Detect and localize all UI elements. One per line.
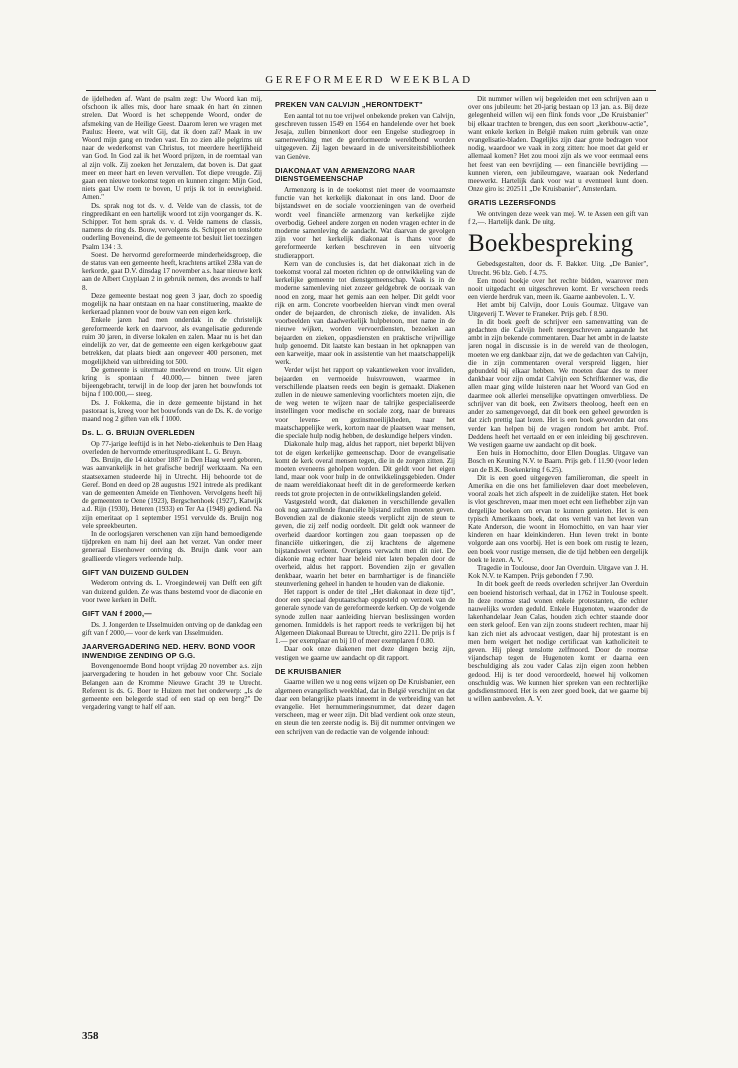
paragraph: We ontvingen deze week van mej. W. te Assen een gift van f 2,—. Hartelijk dank. De uitg. [468,210,648,227]
paragraph: Ds. Bruijn, die 14 oktober 1887 in Den Haag werd geboren, was aanvankelijk in het grafische bedrijf werkzaam. Na een staatsexamen studeerde hij in Utrecht. Hij behoorde tot de Geref. Bond en deed op 28 augustus 1921 intrede als predikant van de gemeenten Ameide en Tienhoven. Vervolgens heeft hij de gemeenten te Oene (1923), Bergschenhoek (1927), Katwijk a.d. Rijn (1930), Heteren (1933) en Ter Aa (1948) gediend. Na zijn emeritaat op 1 september 1951 vervulde ds. Bruijn nog vele spreekbeurten. [82,456,262,530]
paragraph: Armenzorg is in de toekomst niet meer de voornaamste functie van het kerkelijk diakonaat in ons land. Door de bijstandswet en de sociale voorzieningen van de overheid wordt veel financiële armenzorg van kerkelijke zijde overbodig. Geheel andere zorgen en noden vragen echter in de moderne samenleving de aandacht. Wat daarvan de gevolgen zijn voor het kerkelijk diakonaat is thans voor de gereformeerde kerken beschreven in een uitvoerig studierapport. [275,186,455,260]
paragraph: Een mooi boekje over het rechte bidden, waarover men nooit uitgedacht en uitgeschreven komt. Er verscheen reeds een vierde herdruk van, meen ik. Gaarne aanbevolen. L. V. [468,276,648,302]
paragraph: Daar ook onze diakenen met deze dingen bezig zijn, vestigen we gaarne uw aandacht op dit rapport. [275,645,455,662]
article-heading: Ds. L. G. BRUIJN OVERLEDEN [82,428,195,438]
paragraph: Een aantal tot nu toe vrijwel onbekende preken van Calvijn, geschreven tussen 1549 en 1564 en handelende over het boek Jesaja, zullen binnenkort door een Engelse studiegroep in samenwerking met de gereformeerde wereldbond worden uitgegeven. Zij lagen bewaard in de universiteitsbibliotheek van Genève. [275,111,455,161]
running-head: GEREFORMEERD WEEKBLAD [265,74,473,86]
paragraph: Dit is een goed uitgegeven familieroman, die speelt in Amerika en die ons het familieleven daar doet meebeleven, vooral zoals het zich afspeelt in de zuidelijke staten. Het boek is vlot geschreven, maar men moet echt een liefhebber zijn van dergelijke boeken om ervan te kunnen genieten. Het is een typisch Amerikaans boek, dat ons vertelt van het leven van Kate Anderson, die woont in Homochitto, en van haar vier kinderen en haar kleinkinderen. Hun leven trekt in bonte volgorde aan ons voorbij. Het is een boek om rustig te lezen, een boek voor rustige mensen, die de tijd hebben een dergelijk boek te lezen. A. V. [468,473,648,564]
paragraph: Vastgesteld wordt, dat diakenen in verschillende gevallen ook nog aanvullende financiële bijstand zullen moeten geven. Bovendien zal de diakonie steeds verplicht zijn de steun te geven, die zij zelf nodig oordeelt. Dit geldt ook wanneer de overheid daardoor kortingen zou gaan toepassen op de financiële uitkeringen, die zij krachtens de algemene bijstandswet verleent. Overigens verwacht men dit niet. De diakonie mag echter haar beleid niet laten bepalen door de overheid, aldus het rapport. Bovendien zijn er gevallen denkbaar, waarin het beter en barmhartiger is de financiële steunverlening geheel in handen te houden van de diakonie. [275,497,455,588]
paragraph: Ds. J. Jongerden te IJsselmuiden ontving op de dankdag een gift van f 2000,— voor de kerk van IJsselmuiden. [82,620,262,637]
paragraph: Het rapport is onder de titel „Het diakonaat in deze tijd", door een speciaal deputaatschap opgesteld op verzoek van de generale synode van de gereformeerde kerken. Op de volgende synode zullen naar aanleiding hiervan beslissingen worden genomen. Inmiddels is het rapport reeds te verkrijgen bij het Algemeen Diakonaal Bureau te Utrecht, giro 2211. De prijs is f 1.— per exemplaar en bij 10 of meer exemplaren f 0.80. [275,587,455,646]
article-heading: DIAKONAAT VAN ARMENZORG NAAR DIENSTGEMEENSCHAP [275,165,416,184]
paragraph: Gaarne willen we u nog eens wijzen op De Kruisbanier, een algemeen evangelisch weekblad, dat in België verschijnt en dat daar een belangrijke plaats inneemt in de verbreiding van het evangelie. Het hernummeringsnummer, dat dezer dagen verscheen, mag er weer zijn. Dit blad verdient ook onze steun, en steun die ten zeerste nodig is. Bij dit nummer ontvingen we een schrijven van de redactie van de volgende inhoud: [275,678,455,736]
paragraph: Een huis in Homochitto, door Ellen Douglas. Uitgave van Bosch en Keuning N.V. te Baarn. Prijs geb. f 11.90 (voor leden van de B.K. Boekenkring f 6.25). [468,449,648,474]
paragraph: Ds. sprak nog tot ds. v. d. Velde van de classis, tot de ringpredikant en een hartelijk woord tot zijn voorganger ds. K. Schipper. Tot hem sprak ds. v. d. Velde namens de classis, namens de ring ds. Bouw, vervolgens ds. Schipper en tenslotte ouderling Boveneind, die de gemeente tot besluit liet toezingen Psalm 134 : 3. [82,201,262,251]
article-heading: GIFT VAN DUIZEND GULDEN [82,567,189,577]
paragraph: Verder wijst het rapport op vakantieweken voor invaliden, bejaarden en vermoeide huisvrouwen, waarmee in verschillende plaatsen reeds een begin is gemaakt. Diakenen zullen in de nieuwe samenleving voorlichters moeten zijn, die de weg weten te wijzen naar de talrijke gespecialiseerde instellingen voor medische en sociale zorg, naar de bureaus voor levens- en gezinsmoeilijkheden, naar het maatschappelijke werk, kortom naar de plaatsen waar mensen, die speciale hulp nodig hebben, de deskundige helpers vinden. [275,366,455,441]
column-middle [275,95,455,1045]
paragraph: Op 77-jarige leeftijd is in het Nebo-ziekenhuis te Den Haag overleden de hervormde emerituspredikant L. G. Bruyn. [82,439,262,456]
paragraph: Kern van de conclusies is, dat het diakonaat zich in de toekomst vooral zal moeten richten op de ontwikkeling van de kerkelijke gemeente tot dienstgemeenschap. Vaak is in de moderne samenleving niet zozeer geldgebrek de oorzaak van nood en zorg, maar het gemis aan een helper. Dit geldt voor rijk en arm. Concrete voorbeelden hiervan vindt men overal onder de bejaarden, de chronisch zieke, de invaliden. Als voorbeelden van daadwerkelijk hulpbetoon, met name in de nieuwe wijken, worden vervoerdiensten, bezoeken aan bejaarden en zieken, oppasdiensten en praktische vrijwillige hulp genoemd. Dit laatste kan bestaan in het opknappen van een karweitje, maar ook in assistentie van het maatschappelijk werk. [275,259,455,367]
article-heading: DE KRUISBANIER [275,666,342,676]
paragraph: Enkele jaren had men onderdak in de christelijk gereformeerde kerk en daarvoor, als evangelisatie gedurende ruim 30 jaren, in diverse lokalen en zalen. Maar nu is het dan eindelijk zo ver, dat de gemeente een eigen kerkgebouw gaat betrekken, dat plaats biedt aan ongeveer 400 personen, met mogelijkheid van uitbreiding tot 500. [82,316,262,366]
paragraph: Bovengenoemde Bond hoopt vrijdag 20 november a.s. zijn jaarvergadering te houden in het gebouw voor Chr. Sociale Belangen aan de Kromme Nieuwe Gracht 39 te Utrecht. Referent is ds. G. Boer te Huizen met het onderwerp: „Is de gemeente een belegerde stad of een stad op een berg?" De vergadering vangt te half elf aan. [82,662,262,712]
article-heading: PREKEN VAN CALVIJN „HERONTDEKT" [275,100,423,109]
article-heading: GRATIS LEZERSFONDS [468,198,557,208]
section-title: Boekbespreking [468,230,634,258]
paragraph: Gebedsgestalten, door ds. F. Bakker. Uitg. „De Banier", Utrecht. 96 blz. Geb. f 4.75. [468,260,648,277]
paragraph: Dit nummer willen wij begeleiden met een schrijven aan u over ons jubileum: het 20-jarig bestaan op 13 jan. a.s. Bij deze gelegenheid willen wij een flink fonds voor „De Kruisbanier" bij elkaar trachten te brengen, dus een soort „kerkbouw-actie", want enkele kerken in België maken ruim gebruik van onze evangelisatie-bladen. Dagelijks zijn daar grote bedragen voor nodig, waardoor we vaak in zorg zitten: hoe moet dat geld er allemaal komen? Het zou mooi zijn als we voor eenmaal eens het feest van een bevrijding — een financiële bevrijding — kunnen vieren, een jubileumgave, waaraan ook Nederland meewerkt. Hartelijk dank voor wat u eventueel kunt doen. Onze giro is: 202511 „De Kruisbanier", Amsterdam. [468,95,648,194]
paragraph: Ds. J. Fokkema, die in deze gemeente bijstand in het pastoraat is, kreeg voor het bouwfonds van de Ds. K. de vorige maand nog 2 giften van elk f 1000. [82,398,262,423]
article-heading: GIFT VAN f 2000,— [82,608,152,618]
paragraph: Soest. De hervormd gereformeerde minderheidsgroep, die de status van een gemeente heeft, krachtens artikel 238a van de kerkorde, gaat D.V. dinsdag 17 november a.s. haar nieuwe kerk aan de Albert Cuyplaan 2 in gebruik nemen, des avonds te half 8. [82,250,262,292]
paragraph: Het ambt bij Calvijn, door Louis Goumaz. Uitgave van Uitgeverij T. Wever te Franeker. Prijs geb. f 8.90. [468,301,648,318]
page-number: 358 [82,1030,99,1042]
paragraph: Wederom ontving ds. L. Vroegindeweij van Delft een gift van duizend gulden. Ze was thans bestemd voor de diaconie en voor twee kerken in Delft. [82,579,262,604]
column-right [468,95,648,1045]
paragraph: de ijdelheden af. Want de psalm zegt: Uw Woord kan mij, ofschoon ik alles mis, door hare smaak én hart én zinnen strelen. Dat Woord is het scheppende Woord, onder de afsmeking van de Heilige Geest. Daarom leren we vragen met Paulus: Heere, wat wilt Gij, dat ik doen zal? Maak in uw Woord mijn gang en treden vast. En zo zien alle pelgrims uit naar de wederkomst van Christus, tot meerdere heerlijkheid van God. In God zal ik het Woord prijzen, in de roemtaal van al zijn volk. Zij zoeken het Jeruzalem, dat boven is. Dat gaat meer en meer hart en leven vervullen. Tot diepe vreugde. Zij gaan een nieuwe toekomst tegen en kunnen zingen: Mijn God, niets gaat Uw roem te boven, U prijs ik tot in eeuwigheid. Amen." [82,95,262,202]
paragraph: Deze gemeente bestaat nog geen 3 jaar, doch zo spoedig mogelijk na haar ontstaan en na haar constituering, maakte de kerkeraad plannen voor de bouw van een eigen kerk. [82,291,262,317]
paragraph: In de oorlogsjaren verschenen van zijn hand bemoedigende tijdpreken en nam hij deel aan het verzet. Van onder meer generaal Eisenhower ontving ds. Bruijn dank voor aan geallieerde vliegers verleende hulp. [82,529,262,563]
paragraph: Tragedie in Toulouse, door Jan Overduin. Uitgave van J. H. Kok N.V. te Kampen. Prijs gebonden f 7.90. [468,563,648,581]
paragraph: In dit boek geeft de reeds overleden schrijver Jan Overduin een boeiend historisch verhaal, dat in 1762 in Toulouse speelt. In deze roomse stad wonen enkele protestanten, die echter nauwelijks worden geduld. Enkele Hugenoten, waaronder de lakenhandelaar Jean Calas, houden zich echter staande door een sterk geloof. Een van zijn zoons studeert rechten, maar hij kan zich niet als advocaat vestigen, daar hij protestant is en men hem weigert het nodige certificaat van katholiciteit te geven. Hij pleegt tenslotte zelfmoord. Door de roomse vijandschap tegen de Hugenoten komt er daarna een beschuldiging als zou vader Calas zijn eigen zoon hebben gedood. Hij is ter dood veroordeeld, hoewel hij volkomen onschuldig was. We kunnen hier spreken van een rechterlijke godsdienstmoord. Het is een zeer goed boek, dat we gaarne bij u willen aanbevelen. A. V. [468,580,648,704]
paragraph: In dit boek geeft de schrijver een samenvatting van de gedachten die Calvijn heeft neergeschreven aangaande het ambt in zijn bekende commentaren. Daar het ambt in de laatste jaren nogal in discussie is in de wereld van de theologen, moeten we erg dankbaar zijn, dat we de gedachten van Calvijn, die in zijn commentaren overal verspreid liggen, hier gebundeld bij elkaar hebben. We moeten daar des te meer dankbaar voor zijn omdat Calvijn een Schriftkenner was, die allen maar ging wilde luisteren naar het Woord van God en daarmee ook allerlei menselijke opvattingen omverbliess. De schrijver van dit boek, een Zwitsers theoloog, heeft een en ander zo samengevoegd, dat dit boek een geheel geworden is dat zich prettig laat lezen. Het is een boek geworden dat ons verder kan helpen bij de vragen rondom het ambt. Prof. Deddens heeft het vertaald en er een inleiding bij geschreven. We vestigen gaarne uw aandacht op dit boek. [468,317,648,449]
paragraph: De gemeente is uitermate meelevend en trouw. Uit eigen kring is spontaan f 40.000,— binnen twee jaren bijeengebracht, terwijl in de loop der jaren het bouwfonds tot bijna f 100.000,— steeg. [82,365,262,399]
paragraph: Diakonale hulp mag, aldus het rapport, niet beperkt blijven tot de eigen kerkelijke gemeenschap. Door de evangelisatie komt de kerk overal mensen tegen, die in de zorgen zitten. Zij moeten eveneens geholpen worden. Dit geldt voor het eigen land, maar ook voor hulp in de ontwikkelingsgebieden. Onder de naam wereldiakonaat heeft dit in de gereformeerde kerken reeds tot grote projecten in de ontwikkelingslanden geleid. [275,440,455,498]
article-heading: JAARVERGADERING NED. HERV. BOND VOOR INWENDIGE ZENDING OP G.G. [82,641,256,660]
header-rule [86,90,656,91]
column-left [82,95,262,1045]
